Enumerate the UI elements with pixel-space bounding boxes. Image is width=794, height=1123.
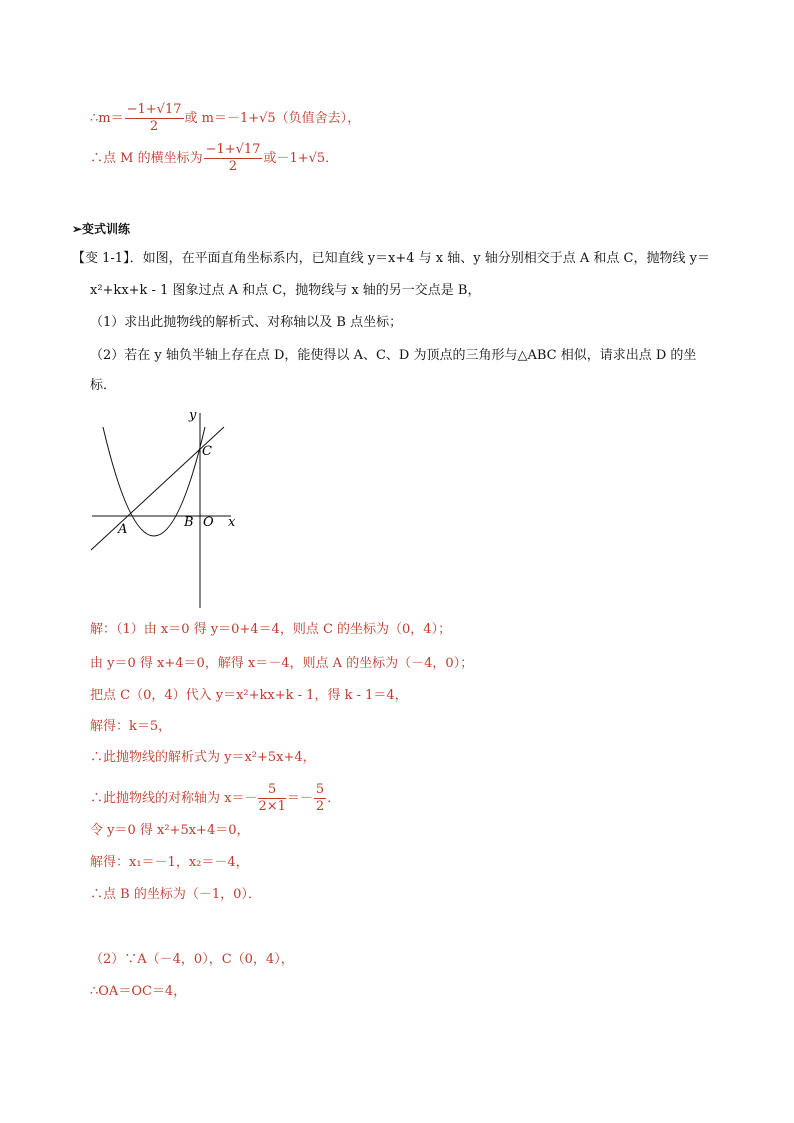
solution-line-4: 解得：k＝5， xyxy=(90,719,172,734)
problem-line-2: x²+kx+k - 1 图象过点 A 和点 C，抛物线与 x 轴的另一交点是 B， xyxy=(90,283,481,298)
fraction-numerator: 5 xyxy=(258,782,285,799)
solution-line-9: ∴点 B 的坐标为（－1，0）． xyxy=(90,887,261,902)
label-x: x xyxy=(228,515,236,530)
prev-line2-end: ． xyxy=(325,151,339,166)
prev-line1-pre: ∴m＝ xyxy=(90,111,124,126)
problem-line-3: （1）求出此抛物线的解析式、对称轴以及 B 点坐标； xyxy=(90,315,403,330)
label-A: A xyxy=(118,522,128,537)
label-C: C xyxy=(202,444,212,459)
problem-line-4: （2）若在 y 轴负半轴上存在点 D，能使得以 A、C、D 为顶点的三角形与△ABC 相似，请求出点 D 的坐 xyxy=(90,348,697,363)
solution-line-1: 解：（1）由 x＝0 得 y＝0+4＝4，则点 C 的坐标为（0，4）； xyxy=(90,622,452,637)
fraction-denominator: 2 xyxy=(315,799,325,814)
problem-line-1: 【变 1-1】．如图，在平面直角坐标系内，已知直线 y＝x+4 与 x 轴、y 轴分别相交于点 A 和点 C，抛物线 y＝ xyxy=(72,251,710,266)
prev-line2-fraction xyxy=(204,142,263,175)
coordinate-figure xyxy=(88,405,248,610)
part2-line-1: （2）∵A（－4，0），C（0，4）， xyxy=(90,952,294,967)
fraction-5-over-2x1 xyxy=(258,782,285,815)
solution-line-2: 由 y＝0 得 x+4＝0，解得 x＝－4，则点 A 的坐标为（－4，0）； xyxy=(90,656,474,671)
label-O: O xyxy=(203,515,214,530)
fraction-numerator: −1+√17 xyxy=(126,102,182,117)
problem-line-5: 标． xyxy=(90,378,117,393)
fraction-denominator: 2 xyxy=(149,119,159,134)
prev-answer-line-2 xyxy=(90,142,338,175)
solution-line-3: 把点 C（0，4）代入 y＝x²+kx+k - 1，得 k - 1＝4， xyxy=(90,688,408,703)
solution-line-6 xyxy=(90,782,340,815)
fraction-denominator: 2 xyxy=(228,159,238,174)
fraction-denominator: 2×1 xyxy=(258,799,286,814)
part2-line-2: ∴OA＝OC＝4， xyxy=(90,984,187,999)
fraction-numerator: 5 xyxy=(315,782,325,797)
label-B: B xyxy=(184,515,194,530)
prev-line1-end: ， xyxy=(347,111,361,126)
axis-of-symmetry-end: ． xyxy=(327,791,341,806)
prev-line1-mid: 或 m＝－1+√5（负值舍去） xyxy=(184,111,348,126)
label-y: y xyxy=(189,408,197,423)
solution-line-8: 解得：x₁＝－1，x₂＝－4， xyxy=(90,855,249,870)
fraction-numerator: −1+√17 xyxy=(205,142,261,157)
solution-line-5: ∴此抛物线的解析式为 y＝x²+5x+4， xyxy=(90,750,316,765)
axis-of-symmetry-pre: ∴此抛物线的对称轴为 x＝－ xyxy=(90,791,258,806)
solution-line-7: 令 y＝0 得 x²+5x+4＝0， xyxy=(90,823,250,838)
section-title: ➢变式训练 xyxy=(72,222,131,236)
fraction-5-over-2 xyxy=(314,782,326,815)
prev-line2-mid: 或－1+√5 xyxy=(263,151,326,166)
axis-of-symmetry-mid: ＝－ xyxy=(286,791,313,806)
prev-answer-line-1 xyxy=(90,102,360,135)
prev-line1-fraction xyxy=(125,102,184,135)
prev-line2-pre: ∴点 M 的横坐标为 xyxy=(90,151,203,166)
